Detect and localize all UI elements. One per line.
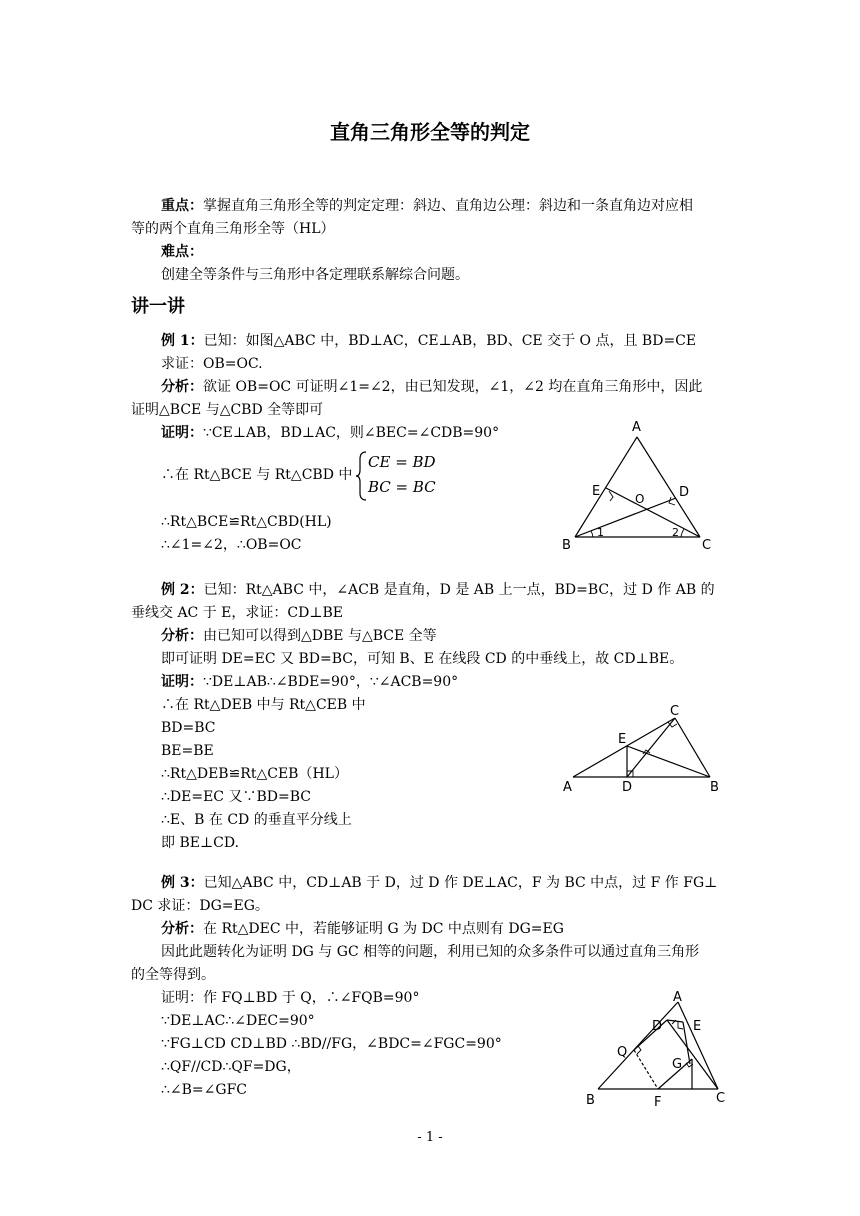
example-1-proof-1: ∵CE⊥AB，BD⊥AC，则∠BEC=∠CDB=90°: [203, 425, 500, 441]
example-1-analysis-2: 证明△BCE 与△CBD 全等即可: [131, 402, 324, 418]
fig2-label-d: D: [622, 780, 633, 795]
example-3-analysis-line-1: [161, 919, 564, 939]
fig3-label-f: F: [654, 1095, 662, 1110]
fig2-label-c: C: [670, 704, 680, 719]
fig3-label-c: C: [716, 1091, 726, 1106]
fig1-label-d: D: [679, 485, 690, 500]
example-2-proof-line-1: [161, 672, 458, 692]
example-1-proof-4: ∴∠1=∠2，∴OB=OC: [161, 537, 302, 553]
example-2-proof-8: 即 BE⊥CD.: [161, 835, 240, 851]
fig2-label-a: A: [563, 780, 572, 795]
example-1-text-1: 已知：如图△ABC 中，BD⊥AC，CE⊥AB，BD、CE 交于 O 点，且 BD=CE: [203, 333, 697, 349]
example-3-text-1: 已知△ABC 中，CD⊥AB 于 D，过 D 作 DE⊥AC，F 为 BC 中点，过 F 作 FG⊥: [203, 875, 718, 891]
fig3-label-e: E: [693, 1019, 702, 1034]
analysis-label: 分析：: [161, 379, 203, 395]
key-point-text-1: 掌握直角三角形全等的判定定理：斜边、直角边公理：斜边和一条直角边对应相: [203, 198, 693, 214]
example-2-figure: [555, 700, 735, 800]
fig3-label-a: A: [673, 990, 682, 1005]
difficulty-label: 难点：: [161, 244, 203, 260]
example-3-analysis-1: 在 Rt△DEC 中，若能够证明 G 为 DC 中点则有 DG=EG: [203, 921, 564, 937]
example-3-figure: [580, 990, 740, 1110]
example-2-line-1: [161, 580, 715, 600]
example-2-proof-5: ∴Rt△DEB≌Rt△CEB（HL）: [161, 766, 348, 782]
example-3-analysis-2: 因此此题转化为证明 DG 与 GC 相等的问题，利用已知的众多条件可以通过直角三角形: [161, 944, 700, 960]
example-3-analysis-3: 的全等得到。: [131, 967, 215, 983]
fig1-angle-1: 1: [597, 526, 604, 539]
example-2-proof-1: ∵DE⊥AB∴∠BDE=90°，∵∠ACB=90°: [203, 674, 459, 690]
fig3-label-g: G: [672, 1057, 683, 1072]
example-2-proof-7: ∴E、B 在 CD 的垂直平分线上: [161, 812, 352, 828]
example-1-proof-3: ∴Rt△BCE≌Rt△CBD(HL): [161, 514, 332, 530]
example-3-proof-5: ∴∠B=∠GFC: [161, 1082, 247, 1098]
example-2-text-2: 垂线交 AC 于 E，求证：CD⊥BE: [131, 605, 344, 621]
analysis-label: 分析：: [161, 628, 203, 644]
example-3-text-2: DC 求证：DG=EG。: [131, 898, 269, 914]
example-1-proof-2: ∴在 Rt△BCE 与 Rt△CBD 中: [161, 467, 353, 483]
fig1-label-b: B: [562, 538, 571, 553]
example-3-proof-3: ∵FG⊥CD CD⊥BD ∴BD//FG，∠BDC=∠FGC=90°: [161, 1036, 502, 1052]
example-2-proof-6: ∴DE=EC 又∵BD=BC: [161, 789, 311, 805]
key-point-line-1: [161, 196, 693, 216]
example-1-line-1: [161, 331, 696, 351]
equation-2: BC = BC: [368, 478, 436, 496]
example-1-analysis-line-1: [161, 377, 702, 397]
example-3-proof-1: 证明：作 FQ⊥BD 于 Q，∴∠FQB=90°: [161, 990, 420, 1006]
example-2-analysis-line-1: [161, 626, 437, 646]
page-number: - 1 -: [417, 1130, 443, 1145]
fig2-label-e: E: [618, 732, 627, 747]
fig3-label-b: B: [586, 1093, 595, 1108]
example-1-label: 例 1：: [161, 333, 204, 349]
example-2-proof-2: ∴在 Rt△DEB 中与 Rt△CEB 中: [161, 697, 366, 713]
key-point-text-2: 等的两个直角三角形全等（HL）: [131, 221, 335, 237]
example-3-line-1: [161, 873, 717, 893]
example-1-text-2: 求证：OB=OC.: [161, 356, 263, 372]
fig2-label-b: B: [710, 780, 719, 795]
difficulty-text: 创建全等条件与三角形中各定理联系解综合问题。: [161, 267, 469, 283]
fig3-label-d: D: [652, 1019, 663, 1034]
example-1-proof-line-1: [161, 423, 499, 443]
example-2-text-1: 已知：Rt△ABC 中，∠ACB 是直角，D 是 AB 上一点，BD=BC，过 D 作 AB 的: [203, 582, 715, 598]
example-2-proof-3: BD=BC: [161, 720, 216, 736]
example-3-label: 例 3：: [161, 875, 204, 891]
fig1-label-e: E: [592, 484, 601, 499]
example-1-analysis-1: 欲证 OB=OC 可证明∠1=∠2，由已知发现，∠1，∠2 均在直角三角形中，因此: [203, 379, 703, 395]
example-3-proof-4: ∴QF//CD∴QF=DG，: [161, 1059, 301, 1075]
section-heading: 讲一讲: [131, 296, 185, 317]
fig1-label-c: C: [702, 538, 712, 553]
page-title: 直角三角形全等的判定: [330, 120, 530, 144]
proof-label: 证明：: [161, 425, 203, 441]
proof-label: 证明：: [161, 674, 203, 690]
example-2-label: 例 2：: [161, 582, 204, 598]
analysis-label: 分析：: [161, 921, 203, 937]
fig3-label-q: Q: [617, 1045, 628, 1060]
example-2-analysis-1: 由已知可以得到△DBE 与△BCE 全等: [203, 628, 437, 644]
equation-1: CE = BD: [368, 453, 436, 471]
fig1-angle-2: 2: [672, 526, 679, 539]
fig1-label-a: A: [632, 420, 641, 435]
example-1-figure: [555, 415, 725, 555]
example-2-proof-4: BE=BE: [161, 743, 214, 759]
fig1-label-o: O: [635, 492, 645, 506]
key-point-label: 重点：: [161, 198, 203, 214]
left-brace: [354, 450, 368, 502]
example-2-analysis-2: 即可证明 DE=EC 又 BD=BC，可知 B、E 在线段 CD 的中垂线上，故 CD⊥BE。: [161, 651, 684, 667]
example-3-proof-2: ∵DE⊥AC∴∠DEC=90°: [161, 1013, 315, 1029]
